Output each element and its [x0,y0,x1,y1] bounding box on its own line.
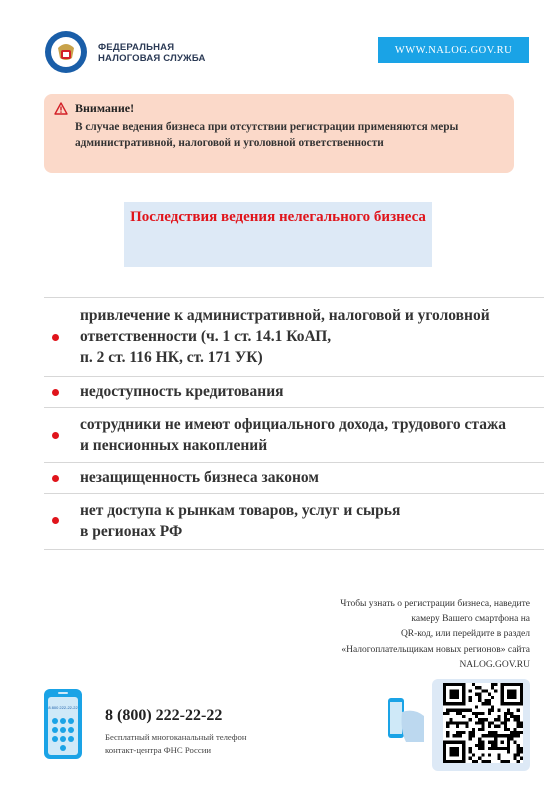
warning-box [44,94,514,173]
bullet-icon [52,389,59,396]
bullet-icon [52,432,59,439]
hotline-desc-line2: контакт-центра ФНС России [105,745,212,755]
org-name-line1: ФЕДЕРАЛЬНАЯ [98,42,175,53]
qr-note-line: Чтобы узнать о регистрации бизнеса, наведите [340,599,530,609]
list-item [44,462,544,493]
bullet-icon [52,517,59,524]
warning-title: Внимание! [75,101,135,115]
list-item-line: в регионах РФ [80,523,183,540]
qr-note-line: NALOG.GOV.RU [459,659,530,670]
qr-note-line: «Налогоплательщикам новых регионов» сайта [341,644,530,655]
list-item-line: нет доступа к рынкам товаров, услуг и сырья [80,502,401,519]
fns-emblem-icon [44,30,88,74]
hotline-description [105,731,247,757]
hand-phone-icon [384,690,426,742]
org-name [98,42,206,64]
qr-code-icon[interactable] [443,683,523,763]
bullet-icon [52,475,59,482]
list-item-line: сотрудники не имеют официального дохода, трудового стажа [80,416,506,433]
hotline-number[interactable]: 8 (800) 222-22-22 [105,707,223,724]
hotline-desc-line1: Бесплатный многоканальный телефон [105,732,247,742]
list-item-line: ответственности (ч. 1 ст. 14.1 КоАП, [80,328,332,345]
qr-note-line: камеру Вашего смартфона на [411,614,530,625]
warning-text: В случае ведения бизнеса при отсутствии регистрации применяются меры административной, налоговой и уголовной ответственности [75,121,459,149]
list-item [44,493,544,550]
list-item-line: привлечение к административной, налоговой и уголовной [80,307,490,324]
list-item-line: незащищенность бизнеса законом [80,469,319,486]
consequences-title: Последствия ведения нелегального бизнеса [130,209,426,225]
warning-triangle-icon [54,102,68,115]
org-name-line2: НАЛОГОВАЯ СЛУЖБА [98,53,206,64]
site-link-button[interactable]: WWW.NALOG.GOV.RU [378,37,529,63]
phone-keypad-icon [43,688,83,760]
phone-screen-text: 8 800 222-22-22 [48,705,78,710]
list-item [44,407,544,462]
qr-note-line: QR-код, или перейдите в раздел [400,629,530,640]
consequences-list [44,297,544,550]
list-item-line: п. 2 ст. 116 НК, ст. 171 УК) [80,349,263,366]
list-item-line: недоступность кредитования [80,383,284,400]
qr-instructions [270,597,530,673]
consequences-title-box [124,202,432,267]
bullet-icon [52,334,59,341]
list-item [44,376,544,407]
list-item-line: и пенсионных накоплений [80,437,268,454]
list-item [44,297,544,376]
